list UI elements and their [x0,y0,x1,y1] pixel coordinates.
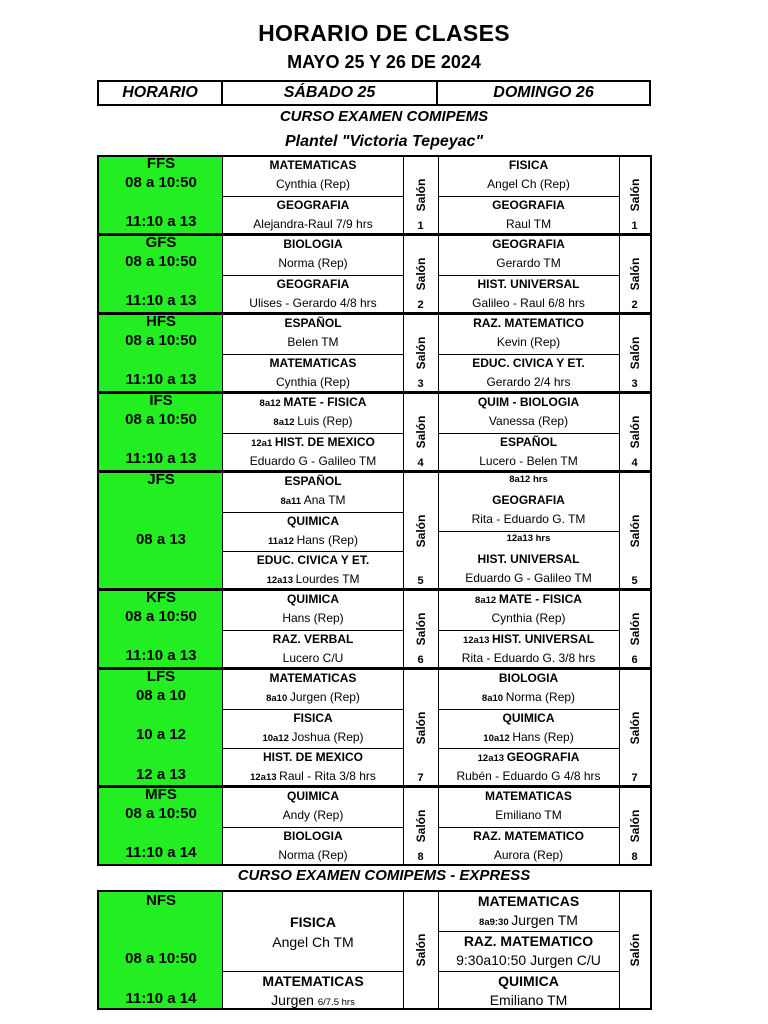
group-name: GFS [145,234,177,251]
time-slot: 08 a 10:50 [125,332,197,349]
group-column [99,591,223,667]
time-prefix: 12a13 [250,772,280,783]
group-column [99,236,223,312]
salon-column [403,315,439,391]
group-column [99,473,223,588]
saturday-column [223,670,404,785]
time-slot: 11:10 a 13 [125,371,197,388]
sunday-column [438,157,620,233]
time-slot: 11:10 a 14 [125,844,197,861]
time-slot: 11:10 a 13 [125,450,197,467]
time-prefix: 8a10 [266,693,290,704]
schedule-cell [438,275,619,314]
group-name: JFS [147,471,175,488]
salon-number: 6 [631,654,638,666]
schedule-cell [223,630,403,669]
salon-label: Salón [627,933,642,967]
cell-text: 9:30a10:50 Jurgen C/U [456,952,601,968]
group-block-jfs [97,471,652,590]
cell-text: Galileo - Raul 6/8 hrs [472,296,585,310]
time-prefix: 8a12 [259,398,284,409]
salon-label: Salón [627,415,642,449]
salon-column [619,591,650,667]
group-column [99,157,223,233]
time-prefix: 12a1 [251,438,275,449]
salon-column [619,236,650,312]
salon-number: 1 [417,220,424,232]
schedule-cell [438,236,619,275]
schedule-cell [223,315,403,354]
cell-value: Ana TM [303,493,346,507]
salon-number: 7 [631,772,638,784]
time-prefix: 12a13 [506,533,536,544]
salon-number: 4 [631,457,638,469]
cell-value: Norma (Rep) [505,690,576,704]
time-slot: 11:10 a 13 [125,213,197,230]
cell-text: Gerardo TM [496,256,561,270]
sunday-column [438,788,620,864]
schedule-cell [223,748,403,787]
cell-text: BIOLOGIA [498,671,559,685]
salon-label: Salón [627,711,642,744]
cell-text [438,750,619,764]
cell-text [438,474,619,485]
cell-text [438,730,619,744]
schedule-cell [223,433,403,472]
cell-text: RAZ. MATEMATICO [473,316,584,330]
salon-label: Salón [413,178,428,212]
time-prefix: 12a13 [266,575,296,586]
cell-text: QUIMICA [498,973,559,989]
cell-text [223,690,403,704]
cell-text: QUIMICA [502,711,555,725]
saturday-column [223,591,404,667]
cell-text: MATEMATICAS [485,789,572,803]
cell-text: Gerardo 2/4 hrs [486,375,571,389]
schedule-cell [223,394,403,433]
cell-value: Hans (Rep) [296,533,358,547]
cell-text: Cynthia (Rep) [275,375,351,389]
group-block-lfs [97,668,652,787]
cell-text: Hans (Rep) [282,611,344,625]
schedule-cell [438,473,619,531]
header-sabado: SÁBADO 25 [223,82,438,104]
cell-text: MATEMATICAS [269,356,357,370]
cell-text: Aurora (Rep) [493,848,564,862]
cell-text [223,414,403,428]
salon-column [619,315,650,391]
group-column [99,788,223,864]
schedule-cell [438,931,619,970]
header-horario: HORARIO [99,82,223,104]
schedule-cell [223,892,403,971]
cell-text: FISICA [508,158,549,172]
time-prefix: 8a10 [481,693,506,704]
cell-value: Luis (Rep) [297,414,353,428]
group-name: IFS [149,392,173,409]
cell-text: Lucero C/U [282,651,344,665]
cell-text: Rubén - Eduardo G 4/8 hrs [456,769,601,783]
time-slot: 08 a 10:50 [125,608,197,625]
time-slot: 11:10 a 13 [125,647,197,664]
time-prefix: 10a12 [262,733,292,744]
cell-text: Eduardo G - Galileo TM [249,454,377,468]
time-prefix: 8a12 [273,417,298,428]
cell-text: GEOGRAFIA [492,198,565,212]
cell-text: BIOLOGIA [283,829,343,843]
group-name: NFS [146,892,176,909]
sunday-column [438,892,620,1008]
schedule-cell [223,236,403,275]
group-column [99,892,223,1008]
cell-value: HIST. DE MEXICO [274,435,375,449]
group-column [99,670,223,785]
cell-text: HIST. UNIVERSAL [477,277,580,291]
salon-column [403,591,439,667]
group-name: MFS [145,786,177,803]
salon-column [403,670,439,785]
cell-text [223,730,403,744]
schedule-cell [223,275,403,314]
cell-text: Belen TM [287,335,339,349]
cell-text: QUIM - BIOLOGIA [477,395,580,409]
cell-text: RAZ. MATEMATICO [473,829,584,843]
cell-text [223,493,403,507]
group-block-kfs [97,589,652,669]
schedule-cell [223,670,403,709]
group-column [99,315,223,391]
time-slot: 12 a 13 [135,766,187,783]
salon-label: Salón [627,514,642,547]
schedule-cell [223,709,403,748]
salon-column [403,157,439,233]
cell-text [438,690,619,704]
cell-text: MATEMATICAS [269,158,357,172]
sunday-column [438,670,620,785]
schedule-cell [438,531,619,590]
cell-text: FISICA [293,711,333,725]
salon-number: 8 [417,851,424,863]
saturday-column [223,394,404,470]
saturday-column [223,315,404,391]
cell-text [223,572,403,586]
salon-column [403,473,439,588]
cell-text: Lucero - Belen TM [479,454,578,468]
schedule-cell [223,827,403,866]
time-slot: 08 a 10:50 [125,174,197,191]
salon-number: 8 [631,851,638,863]
time-prefix: 12a13 [462,635,493,646]
salon-column [403,236,439,312]
cell-text: ESPAÑOL [284,474,342,488]
salon-number: 5 [631,575,638,587]
salon-number: 2 [631,299,638,311]
saturday-column [223,892,404,1008]
group-name: HFS [146,313,176,330]
time-prefix: 8a9:30 [479,917,512,928]
salon-label: Salón [627,257,642,291]
schedule-cell [223,512,403,551]
express-title: CURSO EXAMEN COMIPEMS - EXPRESS [237,867,531,884]
time-slot: 08 a 10:50 [125,805,197,822]
salon-number: 5 [417,575,424,587]
schedule-cell [438,433,619,472]
salon-column [619,157,650,233]
time-prefix: 8a12 [475,595,499,606]
cell-text: Emiliano TM [495,808,562,822]
salon-number: 2 [417,299,424,311]
cell-text: Norma (Rep) [278,848,348,862]
cell-text: Angel Ch TM [272,934,354,950]
sunday-column [438,236,620,312]
cell-text: GEOGRAFIA [492,237,565,251]
cell-text: MATEMATICAS [262,973,364,989]
cell-value: Jurgen [271,992,318,1008]
page-title: HORARIO DE CLASES [258,20,510,46]
saturday-column [223,157,404,233]
cell-text: GEOGRAFIA [492,493,565,507]
salon-label: Salón [627,178,642,212]
cell-text: Alejandra-Raul 7/9 hrs [253,217,373,231]
cell-text: Cynthia (Rep) [491,611,566,625]
schedule-cell [223,788,403,827]
salon-label: Salón [627,336,642,370]
cell-text: Emiliano TM [489,992,568,1008]
salon-column [403,788,439,864]
cell-text: EDUC. CIVICA Y ET. [472,356,585,370]
schedule-cell [438,892,619,931]
sunday-column [438,394,620,470]
time-slot: 10 a 12 [135,726,187,743]
header-domingo: DOMINGO 26 [493,84,594,101]
hours-note: 6/7.5 hrs [317,997,355,1008]
saturday-column [223,473,404,588]
group-name: FFS [146,155,176,172]
cell-text: Norma (Rep) [278,256,348,270]
cell-text [223,992,403,1008]
cell-value: Joshua (Rep) [291,730,364,744]
cell-text: QUIMICA [287,514,339,528]
group-block-ffs [97,155,652,235]
schedule-cell [223,473,403,512]
cell-text: FISICA [290,914,336,930]
cell-text [223,395,403,409]
cell-text: RAZ. VERBAL [272,632,354,646]
salon-label: Salón [413,711,428,744]
cell-text [438,592,619,606]
cell-text [223,533,403,547]
salon-label: Salón [413,415,428,449]
salon-number: 6 [417,654,424,666]
cell-value: MATE - FISICA [283,395,367,409]
cell-text: Raul TM [505,217,552,231]
time-slot: 08 a 13 [135,531,187,548]
schedule-cell [438,315,619,354]
cell-text: RAZ. MATEMATICO [463,933,594,949]
salon-number: 3 [631,378,638,390]
salon-label: Salón [627,809,642,843]
salon-number: 4 [417,457,424,469]
page-subtitle: MAYO 25 Y 26 DE 2024 [287,52,481,72]
cell-text: ESPAÑOL [499,435,558,449]
time-prefix: 8a12 [509,474,533,485]
saturday-column [223,236,404,312]
cell-text: Vanessa (Rep) [488,414,569,428]
group-name: LFS [146,668,176,685]
cell-text: Rita - Eduardo G. 3/8 hrs [461,651,596,665]
time-slot: 08 a 10:50 [125,950,197,967]
salon-number: 1 [631,220,638,232]
cell-text [438,533,619,544]
salon-column [619,394,650,470]
cell-value: Raul - Rita 3/8 hrs [279,769,376,783]
cell-text: MATEMATICAS [477,893,580,909]
cell-value: MATE - FISICA [498,592,582,606]
group-block-gfs [97,234,652,314]
salon-number: 7 [417,772,424,784]
schedule-cell [438,630,619,669]
salon-label: Salón [627,612,642,646]
schedule-cell [438,748,619,787]
group-column [99,394,223,470]
sunday-column [438,315,620,391]
sunday-column [438,591,620,667]
cell-text: GEOGRAFIA [276,198,350,212]
time-prefix: 11a12 [268,536,297,547]
cell-text [438,632,619,646]
time-prefix: 8a11 [280,496,304,507]
cell-text: QUIMICA [287,789,339,803]
schedule-cell [438,157,619,196]
schedule-cell [223,157,403,196]
time-slot: 08 a 10:50 [125,253,197,270]
schedule-cell [223,591,403,630]
time-slot: 11:10 a 14 [125,990,197,1007]
schedule-cell [438,591,619,630]
time-prefix: 12a13 [477,753,507,764]
cell-text: Cynthia (Rep) [275,177,351,191]
group-block-ifs [97,392,652,472]
cell-value: hrs [532,474,548,485]
cell-text [223,435,403,449]
plantel-title: Plantel "Victoria Tepeyac" [284,133,484,150]
salon-column [619,473,650,588]
sunday-column [438,473,620,588]
cell-text [438,912,619,928]
cell-value: Jurgen TM [511,912,578,928]
salon-label: Salón [413,514,428,547]
time-prefix: 10a12 [483,733,513,744]
schedule-cell [438,670,619,709]
schedule-cell [223,971,403,1010]
cell-text: GEOGRAFIA [276,277,350,291]
salon-column [403,892,439,1008]
salon-label: Salón [413,809,428,843]
schedule-cell [438,788,619,827]
cell-value: hrs [535,533,551,544]
salon-label: Salón [413,336,428,370]
schedule-cell [438,354,619,393]
salon-number: 3 [417,378,424,390]
cell-text: Rita - Eduardo G. TM [471,512,586,526]
schedule-header [97,80,651,106]
cell-value: Jurgen (Rep) [289,690,360,704]
cell-text: Kevin (Rep) [496,335,561,349]
salon-column [403,394,439,470]
cell-text: BIOLOGIA [283,237,343,251]
cell-value: HIST. UNIVERSAL [492,632,595,646]
cell-text: EDUC. CIVICA Y ET. [256,553,370,567]
cell-value: Hans (Rep) [512,730,574,744]
schedule-cell [438,196,619,235]
cell-text: MATEMATICAS [269,671,357,685]
course-title: CURSO EXAMEN COMIPEMS [279,108,489,125]
group-block-mfs [97,786,652,866]
schedule-cell [438,709,619,748]
schedule-cell [223,551,403,590]
schedule-cell [223,354,403,393]
salon-label: Salón [413,933,428,967]
cell-text: ESPAÑOL [284,316,342,330]
salon-column [619,788,650,864]
group-block-hfs [97,313,652,393]
salon-column [619,892,650,1008]
cell-text: Andy (Rep) [282,808,344,822]
group-name: KFS [146,589,176,606]
saturday-column [223,788,404,864]
cell-text: QUIMICA [287,592,339,606]
time-slot: 08 a 10 [135,687,187,704]
salon-label: Salón [413,257,428,291]
schedule-cell [223,196,403,235]
schedule-cell [438,827,619,866]
salon-column [619,670,650,785]
cell-value: Lourdes TM [295,572,360,586]
schedule-cell [438,971,619,1010]
cell-text: Ulises - Gerardo 4/8 hrs [249,296,377,310]
schedule-cell [438,394,619,433]
cell-text: Eduardo G - Galileo TM [465,571,592,585]
salon-label: Salón [413,612,428,646]
cell-text: HIST. DE MEXICO [262,750,363,764]
time-slot: 11:10 a 13 [125,292,197,309]
cell-text: HIST. UNIVERSAL [477,552,580,566]
cell-text: Angel Ch (Rep) [487,177,570,191]
cell-value: GEOGRAFIA [506,750,580,764]
group-block-nfs [97,890,652,1010]
time-slot: 08 a 10:50 [125,411,197,428]
cell-text [223,769,403,783]
